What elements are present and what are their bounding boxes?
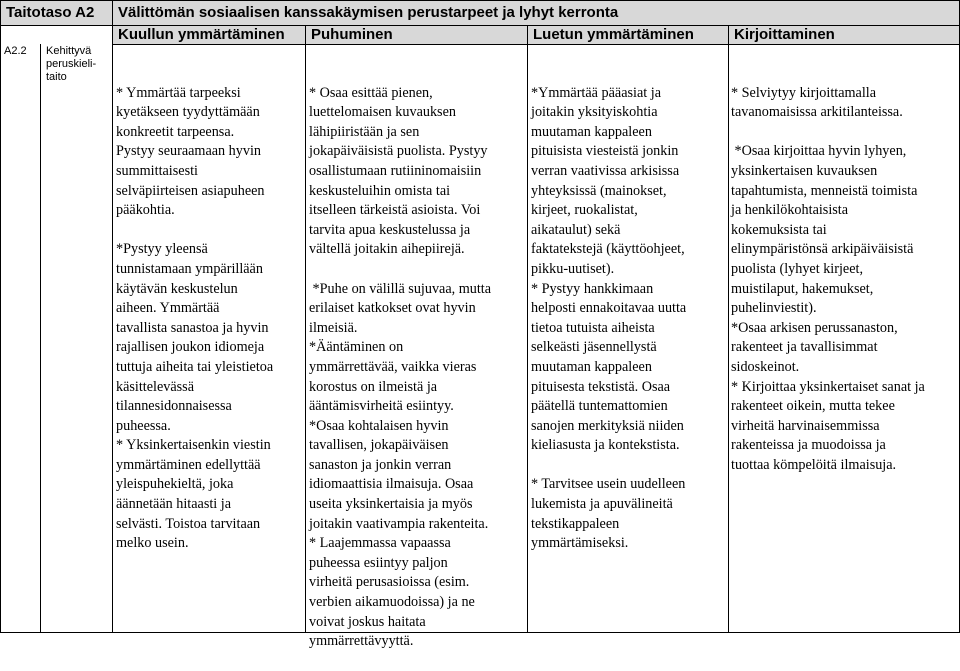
- cell-line: yhteyksissä (mainokset,: [531, 182, 667, 199]
- column-header-luetun: Luetun ymmärtäminen: [533, 26, 694, 43]
- col-divider-level: [112, 0, 113, 633]
- cell-line: tietoa tutuista aiheista: [531, 319, 655, 336]
- cell-line: [531, 456, 726, 476]
- cell-line: tuottaa kömpelöitä ilmaisuja.: [731, 456, 897, 473]
- cell-line: tavanomaisissa arkitilanteissa.: [731, 104, 903, 121]
- cell-line: osallistumaan rutiininomaisiin: [309, 162, 482, 179]
- cell-line: yksinkertaisen kuvauksen: [731, 162, 878, 179]
- cell-line: ymmärtäminen edellyttää: [116, 456, 261, 473]
- cell-line: useita yksinkertaisia ja myös: [309, 496, 473, 513]
- cell-line: muistilaput, hakemukset,: [731, 280, 874, 297]
- cell-line: voivat joskus haitata: [309, 613, 426, 630]
- cell-line: rakenteet ja tavallisimmat: [731, 339, 878, 356]
- cell-line: [309, 260, 525, 280]
- cell-line: ilmeisiä.: [309, 319, 358, 336]
- cell-line: joitakin yksityiskohtia: [531, 104, 658, 121]
- cell-line: *Osaa kirjoittaa hyvin lyhyen,: [731, 143, 907, 160]
- cell-line: elinympäristönsä arkipäiväisistä: [731, 241, 914, 258]
- cell-line: ja henkilökohtaisista: [731, 202, 849, 219]
- cell-line: * Pystyy hankkimaan: [531, 280, 654, 297]
- cell-line: melko usein.: [116, 535, 189, 552]
- cell-line: * Selviytyy kirjoittamalla: [731, 84, 877, 101]
- cell-line: lähipiiristään ja sen: [309, 123, 420, 140]
- cell-line: keskusteluihin omista tai: [309, 182, 451, 199]
- col-divider-3: [728, 25, 729, 633]
- cell-line: virheitä perusasioissa (esim.: [309, 574, 470, 591]
- cell-line: * Tarvitsee usein uudelleen: [531, 476, 686, 493]
- cell-luetun-ymmartaminen: [531, 64, 726, 630]
- cell-line: aikataulut) sekä: [531, 221, 621, 238]
- cell-line: tapahtumista, menneistä toimista: [731, 182, 918, 199]
- row-divider-2: [112, 44, 960, 45]
- cell-line: *Ymmärtää pääasiat ja: [531, 84, 661, 101]
- cell-line: tuttuja aiheita tai yleistietoa: [116, 358, 274, 375]
- cell-line: tarvita apua keskustelussa ja: [309, 221, 471, 238]
- cell-line: *Osaa arkisen perussanaston,: [731, 319, 898, 336]
- cell-line: jokapäiväisistä puolista. Pystyy: [309, 143, 488, 160]
- cell-line: verran vaativissa arkisissa: [531, 162, 680, 179]
- cell-line: itselleen tärkeistä asioista. Voi: [309, 202, 481, 219]
- cell-line: faktatekstejä (käyttöohjeet,: [531, 241, 685, 258]
- cell-line: *Pystyy yleensä: [116, 241, 208, 258]
- cell-line: puheessa esiintyy paljon: [309, 554, 448, 571]
- cell-line: erilaiset katkokset ovat hyvin: [309, 300, 476, 317]
- cell-line: Pystyy seuraamaan hyvin: [116, 143, 261, 160]
- cell-line: päätellä tuntemattomien: [531, 398, 668, 415]
- cell-line: lukemista ja apuvälineitä: [531, 496, 673, 513]
- cell-line: muutaman kappaleen: [531, 358, 652, 375]
- cell-line: sanojen merkityksiä niiden: [531, 417, 684, 434]
- level-name: Kehittyvä peruskieli-taito: [46, 45, 97, 83]
- cell-line: yleispuhekieltä, joka: [116, 476, 234, 493]
- cell-line: kokemuksista tai: [731, 221, 827, 238]
- cell-line: idiomaattisia ilmaisuja. Osaa: [309, 476, 474, 493]
- cell-line: käsittelevässä: [116, 378, 195, 395]
- cell-line: *Ääntäminen on: [309, 339, 404, 356]
- cell-line: * Ymmärtää tarpeeksi: [116, 84, 241, 101]
- cell-line: kirjeet, ruokalistat,: [531, 202, 638, 219]
- col-divider-2: [527, 25, 528, 633]
- cell-line: ääntämisvirheitä esiintyy.: [309, 398, 454, 415]
- cell-line: kyetäkseen tyydyttämään: [116, 104, 260, 121]
- row-divider-1: [0, 25, 960, 26]
- cell-line: [731, 123, 959, 143]
- cell-line: puhelinviestit).: [731, 300, 817, 317]
- cell-line: pikku-uutiset).: [531, 260, 615, 277]
- cell-line: sidoskeinot.: [731, 358, 800, 375]
- column-header-kirjoittaminen: Kirjoittaminen: [734, 26, 835, 43]
- cell-line: puheessa.: [116, 417, 171, 434]
- cell-line: aiheen. Ymmärtää: [116, 300, 220, 317]
- cell-line: tavallisen, jokapäiväisen: [309, 437, 449, 454]
- cell-line: tavallista sanastoa ja hyvin: [116, 319, 269, 336]
- cell-line: virheitä harvinaisemmissa: [731, 417, 880, 434]
- level-inner-divider: [40, 44, 41, 633]
- cell-line: luettelomaisen kuvauksen: [309, 104, 456, 121]
- level-code: A2.2: [4, 45, 27, 57]
- cell-line: selkeästi jäsennellystä: [531, 339, 657, 356]
- cell-line: kieliasusta ja kontekstista.: [531, 437, 680, 454]
- cell-line: rakenteet oikein, mutta tekee: [731, 398, 895, 415]
- cell-line: [116, 221, 306, 241]
- cell-line: ymmärrettävyyttä.: [309, 633, 414, 650]
- cell-line: joitakin vaativampia rakenteita.: [309, 515, 489, 532]
- cell-line: helposti ennakoitavaa uutta: [531, 300, 687, 317]
- table-border-top: [0, 0, 960, 1]
- cell-kuullun-ymmartaminen: [116, 64, 306, 630]
- table-border-left: [0, 0, 1, 633]
- cell-line: käytävän keskustelun: [116, 280, 238, 297]
- cell-line: vältellä joitakin aihepiirejä.: [309, 241, 465, 258]
- cell-line: pituisista viesteistä jonkin: [531, 143, 679, 160]
- cell-line: * Osaa esittää pienen,: [309, 84, 433, 101]
- cell-line: konkreetit tarpeensa.: [116, 123, 235, 140]
- cell-line: verbien aikamuodoissa) ja ne: [309, 594, 475, 611]
- cell-line: selvästi. Toistoa tarvitaan: [116, 515, 261, 532]
- cell-line: tekstikappaleen: [531, 515, 620, 532]
- cell-line: * Laajemmassa vapaassa: [309, 535, 451, 552]
- cell-line: selväpiirteisen asiapuheen: [116, 182, 265, 199]
- cell-line: ymmärrettävää, vaikka vieras: [309, 358, 477, 375]
- cell-line: pääkohtia.: [116, 202, 175, 219]
- cell-line: äännetään hitaasti ja: [116, 496, 232, 513]
- cell-line: pituisesta tekstistä. Osaa: [531, 378, 671, 395]
- table-border-bottom: [0, 632, 960, 633]
- cell-line: * Yksinkertaisenkin viestin: [116, 437, 271, 454]
- cell-line: summittaisesti: [116, 162, 198, 179]
- cell-line: puolista (lyhyet kirjeet,: [731, 260, 863, 277]
- cell-line: *Puhe on välillä sujuvaa, mutta: [309, 280, 492, 297]
- taitotaso-label: Taitotaso A2: [6, 4, 95, 21]
- cell-line: tunnistamaan ympärillään: [116, 260, 263, 277]
- cell-line: tilannesidonnaisessa: [116, 398, 232, 415]
- cell-line: muutaman kappaleen: [531, 123, 652, 140]
- cell-kirjoittaminen: [731, 64, 959, 630]
- col-divider-1: [305, 25, 306, 633]
- cell-line: * Kirjoittaa yksinkertaiset sanat ja: [731, 378, 925, 395]
- cell-line: ymmärtämiseksi.: [531, 535, 629, 552]
- section-title: Välittömän sosiaalisen kanssakäymisen perustarpeet ja lyhyt kerronta: [118, 4, 619, 21]
- cell-line: *Osaa kohtalaisen hyvin: [309, 417, 449, 434]
- column-header-puhuminen: Puhuminen: [311, 26, 393, 43]
- column-header-kuullun: Kuullun ymmärtäminen: [118, 26, 285, 43]
- cell-line: korostus on ilmeistä ja: [309, 378, 438, 395]
- cell-puhuminen: [309, 64, 525, 650]
- cell-line: sanaston ja jonkin verran: [309, 456, 452, 473]
- cell-line: rakenteissa ja muodoissa ja: [731, 437, 886, 454]
- cell-line: rajallisen joukon idiomeja: [116, 339, 265, 356]
